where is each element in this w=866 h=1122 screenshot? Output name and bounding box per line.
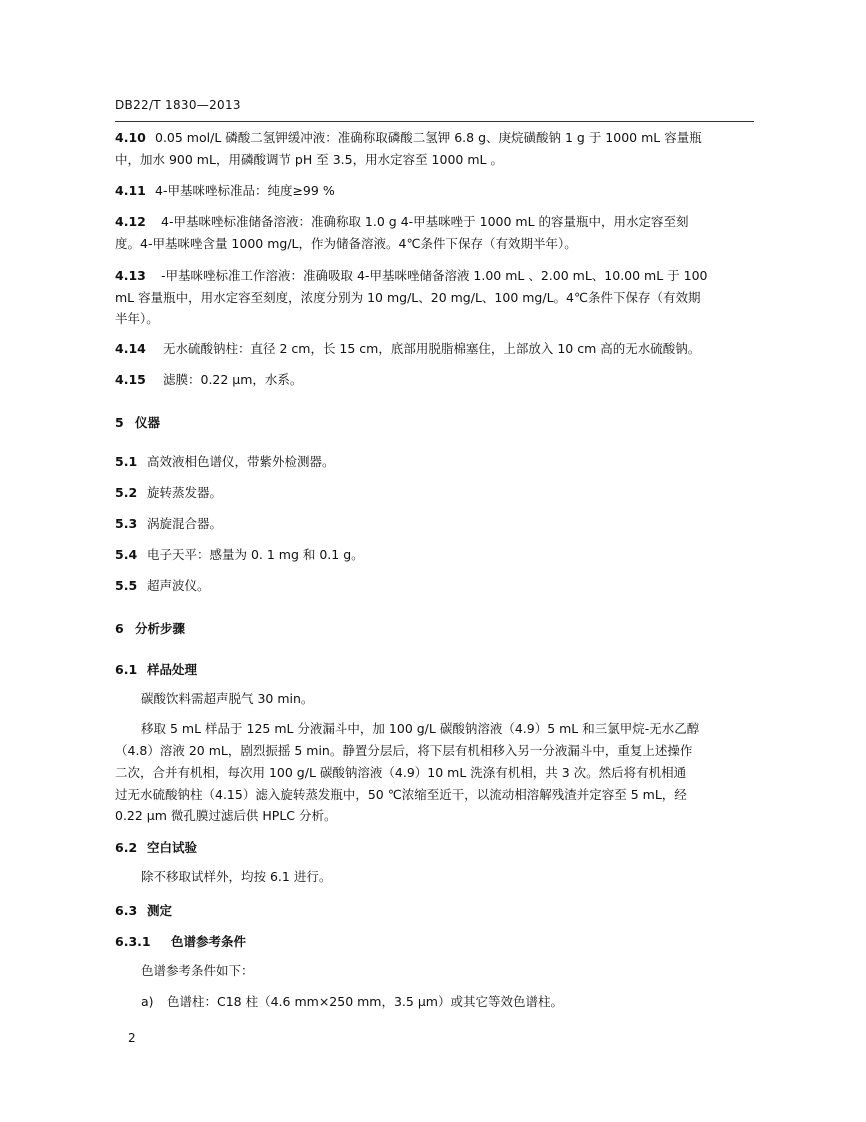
item-4-10 [115,130,702,146]
section-number: 6 [115,621,124,636]
item-4-15 [115,372,302,388]
subsection-number: 6.2 [115,840,138,855]
item-text-line: 0.05 mol/L 磷酸二氢钾缓冲液：准确称取磷酸二氢钾 6.8 g、庚烷磺酸钠 1 g 于 1000 mL 容量瓶 [155,130,702,145]
instrument-5-5 [115,578,210,594]
item-number: 4.10 [115,130,146,145]
list-marker: a) [141,994,154,1009]
item-number: 4.13 [115,268,146,283]
subsection-heading-6-2 [115,838,197,856]
paragraph-line: 0.22 μm 微孔膜过滤后供 HPLC 分析。 [115,808,337,823]
paragraph: 碳酸饮料需超声脱气 30 min。 [141,691,314,706]
instrument-5-1 [115,454,335,470]
document-code-header: DB22/T 1830—2013 [115,98,241,112]
subsection-number: 6.3 [115,903,138,918]
item-number: 4.15 [115,372,146,387]
paragraph-line: 二次，合并有机相，每次用 100 g/L 碳酸钠溶液（4.9）10 mL 洗涤有机相，共 3 次。然后将有机相通 [115,765,687,780]
paragraph-line: （4.8）溶液 20 mL，剧烈振摇 5 min。静置分层后，将下层有机相移入另一分液漏斗中，重复上述操作 [115,743,693,758]
instrument-5-3 [115,516,222,532]
section-heading-6 [115,619,185,637]
page-number: 2 [128,1031,136,1045]
paragraph: 除不移取试样外，均按 6.1 进行。 [141,869,332,884]
item-text: 高效液相色谱仪，带紫外检测器。 [147,454,335,469]
item-4-14 [115,341,700,357]
header-rule [115,121,754,122]
section-title: 仪器 [135,415,161,430]
section-title: 分析步骤 [135,621,186,636]
item-4-11 [115,183,335,199]
subsection-heading-6-1 [115,660,197,678]
list-item-a [141,994,563,1010]
item-text-line: 滤膜：0.22 μm，水系。 [163,372,303,387]
item-number: 5.3 [115,516,138,531]
item-number: 4.11 [115,183,146,198]
subsection-title: 样品处理 [147,662,198,677]
item-text: 涡旋混合器。 [147,516,223,531]
item-4-12-cont: 度。4-甲基咪唑含量 1000 mg/L，作为储备溶液。4℃条件下保存（有效期半年）。 [115,236,577,251]
item-text-line: 4-甲基咪唑标准品：纯度≥99 % [155,183,335,198]
item-number: 5.5 [115,578,138,593]
paragraph-line: 过无水硫酸钠柱（4.15）滤入旋转蒸发瓶中，50 ℃浓缩至近干，以流动相溶解残渣并定容至 5 mL，经 [115,787,687,802]
section-heading-5 [115,413,160,431]
item-number: 4.14 [115,341,146,356]
item-text: 电子天平：感量为 0. 1 mg 和 0.1 g。 [147,547,364,562]
item-text-line: -甲基咪唑标准工作溶液：准确吸取 4-甲基咪唑储备溶液 1.00 mL 、2.00 mL、10.00 mL 于 100 [161,268,708,283]
item-number: 5.1 [115,454,138,469]
list-item-text: 色谱柱：C18 柱（4.6 mm×250 mm，3.5 μm）或其它等效色谱柱。 [167,994,563,1009]
subsection-number: 6.1 [115,662,138,677]
subsection-title: 色谱参考条件 [171,934,247,949]
item-number: 5.4 [115,547,138,562]
item-text: 超声波仪。 [147,578,210,593]
item-4-13-cont: mL 容量瓶中，用水定容至刻度，浓度分别为 10 mg/L、20 mg/L、100 mg/L。4℃条件下保存（有效期 [115,290,701,305]
item-4-12 [115,214,689,230]
item-number: 4.12 [115,214,146,229]
item-4-10-cont: 中，加水 900 mL，用磷酸调节 pH 至 3.5，用水定容至 1000 mL 。 [115,152,503,167]
paragraph-line: 移取 5 mL 样品于 125 mL 分液漏斗中，加 100 g/L 碳酸钠溶液（4.9）5 mL 和三氯甲烷-无水乙醇 [141,721,700,736]
section-number: 5 [115,415,124,430]
subsection-title: 测定 [147,903,173,918]
instrument-5-2 [115,485,222,501]
item-text: 旋转蒸发器。 [147,485,223,500]
subsection-title: 空白试验 [147,840,198,855]
subsection-number: 6.3.1 [115,934,151,949]
subsection-heading-6-3-1 [115,932,246,950]
item-text-line: 无水硫酸钠柱：直径 2 cm，长 15 cm，底部用脱脂棉塞住，上部放入 10 cm 高的无水硫酸钠。 [163,341,701,356]
item-4-13-cont2: 半年）。 [115,311,159,326]
item-number: 5.2 [115,485,138,500]
subsection-heading-6-3 [115,901,172,919]
item-4-13 [115,268,708,284]
item-text-line: 4-甲基咪唑标准储备溶液：准确称取 1.0 g 4-甲基咪唑于 1000 mL 的容量瓶中，用水定容至刻 [161,214,689,229]
paragraph: 色谱参考条件如下： [141,963,254,978]
instrument-5-4 [115,547,364,563]
